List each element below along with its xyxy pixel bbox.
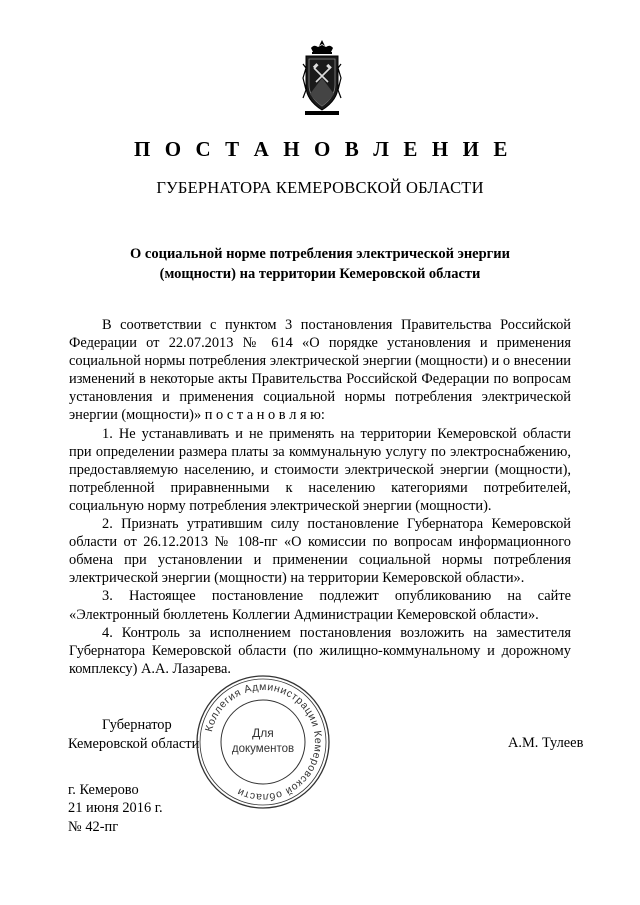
coat-of-arms-icon bbox=[302, 38, 342, 118]
clause-1: 1. Не устанавливать и не применять на территории Кемеровской области при определении размера платы за коммунальную услугу по электроснабжению, предоставляемую населению, и стоимости электрической энергии (мощности), потребленной приравненными к населению категориями потребителей, социальную норму потребления электрической энергии (мощности). bbox=[69, 425, 571, 514]
issue-place: г. Кемерово bbox=[68, 782, 139, 798]
issue-date: 21 июня 2016 г. bbox=[68, 800, 163, 817]
document-type-title: П О С Т А Н О В Л Е Н И Е bbox=[133, 137, 512, 161]
document-footer bbox=[68, 781, 163, 836]
issuer-heading: ГУБЕРНАТОРА КЕМЕРОВСКОЙ ОБЛАСТИ bbox=[156, 178, 484, 197]
document-number: № 42-пг bbox=[68, 818, 119, 835]
signatory-title bbox=[68, 716, 199, 753]
clause-3: 3. Настоящее постановление подлежит опубликованию на сайте «Электронный бюллетень Коллегии Администрации Кемеровской области». bbox=[69, 588, 571, 623]
official-seal-icon bbox=[193, 672, 333, 812]
signatory-title-line-1: Губернатор bbox=[102, 717, 172, 733]
signatory-name: А.М. Тулеев bbox=[508, 735, 584, 751]
document-subject bbox=[100, 244, 540, 284]
seal-center-line-1: Для bbox=[252, 726, 274, 740]
clause-2: 2. Признать утратившим силу постановление Губернатора Кемеровской области от 26.12.2013 № 108-пг «О комиссии по вопросам информационного обмена при установлении и применении социальной нормы потребления электрической энергии (мощности) на территории Кемеровской области». bbox=[69, 516, 571, 587]
seal-ring-text: Коллегия Администрации Кемеровской области bbox=[203, 680, 325, 804]
subject-line-2: (мощности) на территории Кемеровской области bbox=[159, 266, 481, 282]
subject-line-1: О социальной норме потребления электрической энергии bbox=[130, 246, 510, 262]
preamble-paragraph: В соответствии с пунктом 3 постановления Правительства Российской Федерации от 22.07.2013 № 614 «О порядке установления и применения социальной нормы потребления электрической энергии (мощности) и о внесении изменений в некоторые акты Правительства Российской Федерации по вопросам установления и применения социальной нормы потребления электрической энергии (мощности)» п о с т а н о в л я ю: bbox=[69, 317, 571, 424]
seal-center-line-2: документов bbox=[231, 743, 295, 755]
signatory-title-line-2: Кемеровской области bbox=[68, 735, 200, 752]
document-body bbox=[69, 316, 571, 678]
clause-4: 4. Контроль за исполнением постановления возложить на заместителя Губернатора Кемеровской области (по жилищно-коммунальному и дорожному комплексу) А.А. Лазарева. bbox=[69, 624, 571, 677]
